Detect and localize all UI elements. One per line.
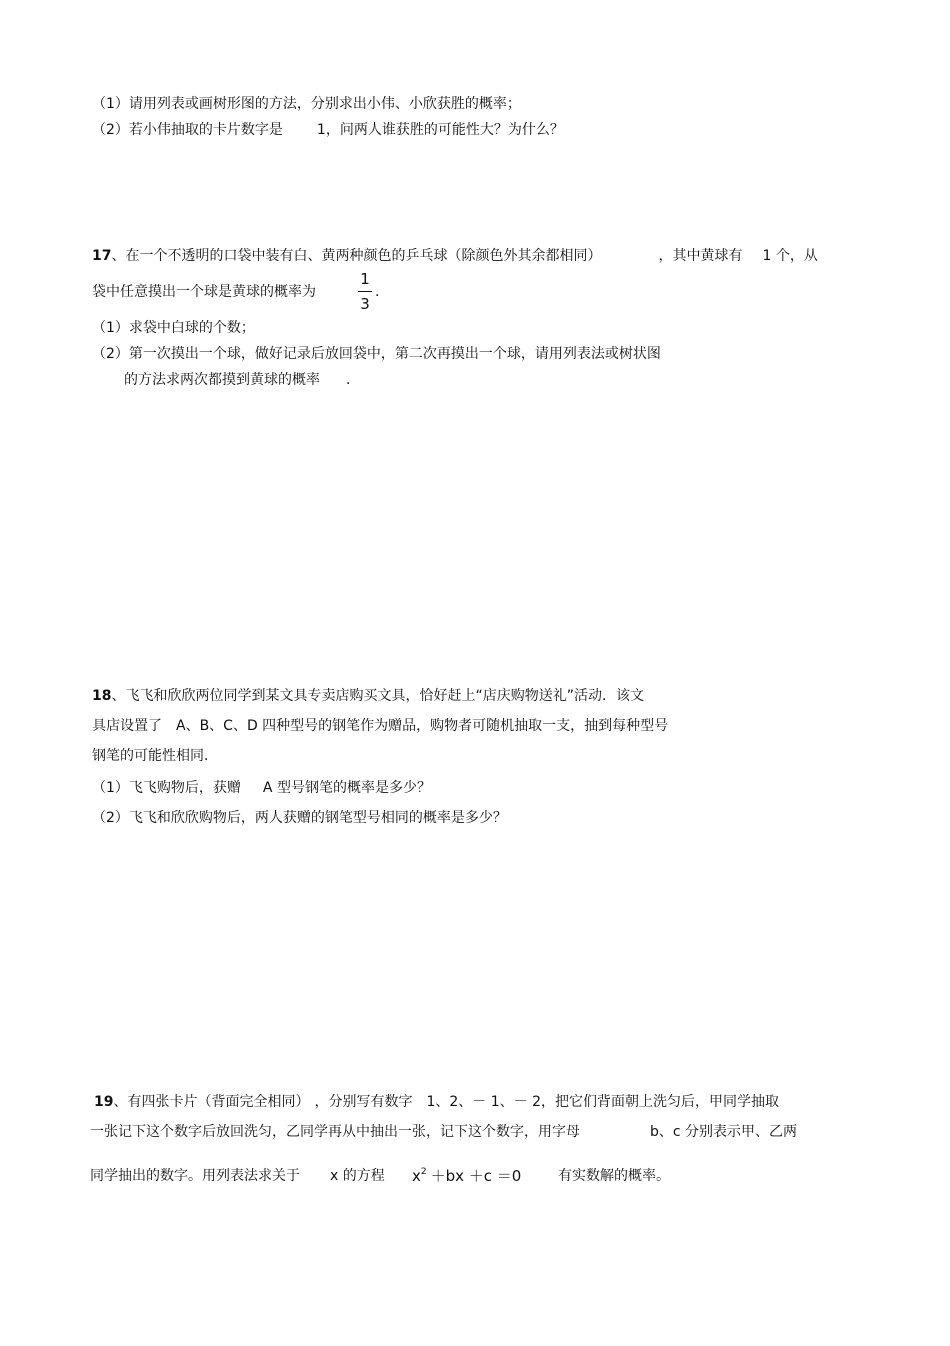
q17-fraction-denominator: 3 [360,295,370,313]
q16-part2-text-b: 1，问两人谁获胜的可能性大？为什么？ [316,122,564,138]
equation-rest: ＋bx ＋c ＝0 [430,1167,522,1185]
q19-line1-text-c: 1、2、－ 1、－ 2，把它们背面朝上洗匀后，甲同学抽取 [426,1094,780,1110]
q17-line1-text-c: 1 个，从 [762,248,818,264]
equation-variable: x [412,1167,421,1185]
q19-line3-text-a: 同学抽出的数字。用列表法求关于 [90,1168,300,1184]
q18-part1 [92,778,431,798]
q17-line2: 袋中任意摸出一个球是黄球的概率为 [92,284,316,300]
q19-line3-text-b: x 的方程 [330,1168,385,1184]
q16-part2-text-a: （2）若小伟抽取的卡片数字是 [92,122,283,138]
q19-line1-text-b: ，分别写有数字 [314,1094,413,1110]
q16-part1: （1）请用列表或画树形图的方法，分别求出小伟、小欣获胜的概率； [92,96,521,112]
q17-part2-cont [124,370,350,390]
q18-line1-text: 、飞飞和欣欣两位同学到某文具专卖店购买文具，恰好赶上“店庆购物送礼”活动．该文 [111,688,644,704]
q19-line3 [90,1166,385,1186]
q18-line1 [92,686,644,706]
q17-number: 17 [92,248,112,264]
q18-line2-text-a: 具店设置了 [92,718,162,734]
q19-equation [412,1166,521,1186]
q17-part1: （1）求袋中白球的个数； [92,320,255,336]
q19-line2-text-a: 一张记下这个数字后放回洗匀，乙同学再从中抽出一张，记下这个数字，用字母 [90,1124,580,1140]
q19-number: 19 [94,1094,114,1110]
q17-part2: （2）第一次摸出一个球，做好记录后放回袋中，第二次再摸出一个球，请用列表法或树状图 [92,346,661,362]
q17-fraction-numerator: 1 [360,270,370,288]
q16-part2 [92,120,564,140]
q17-part2-cont-text: 的方法求两次都摸到黄球的概率 [124,372,320,388]
q18-line2-text-b: A、B、C、D 四种型号的钢笔作为赠品，购物者可随机抽取一支，抽到每种型号 [176,718,669,734]
q17-line1-text-b: ，其中黄球有 [658,248,743,264]
q17-line1-text-a: 、在一个不透明的口袋中装有白、黄两种颜色的乒乓球（除颜色外其余都相同） [111,248,595,264]
q19-line2 [90,1122,797,1142]
q18-line3: 钢笔的可能性相同． [92,748,218,764]
fraction-bar [358,291,372,292]
q19-line2-text-b: b、c 分别表示甲、乙两 [650,1124,798,1140]
equation-exponent: 2 [420,1167,427,1177]
q18-number: 18 [92,688,112,704]
q17-line1 [92,246,818,266]
q17-line2-end: . [375,284,380,300]
q19-line1-text-a: 、有四张卡片（背面完全相同） [113,1094,303,1110]
q17-part2-end: . [346,372,351,388]
q18-line2 [92,716,668,736]
q18-part2: （2）飞飞和欣欣购物后，两人获赠的钢笔型号相同的概率是多少？ [92,810,507,826]
q19-line3-end: 有实数解的概率。 [558,1168,670,1184]
q18-part1-text-b: A 型号钢笔的概率是多少？ [262,780,431,796]
q18-part1-text-a: （1）飞飞购物后，获赠 [92,780,241,796]
q19-line1 [94,1092,779,1112]
q17-fraction [358,270,372,313]
